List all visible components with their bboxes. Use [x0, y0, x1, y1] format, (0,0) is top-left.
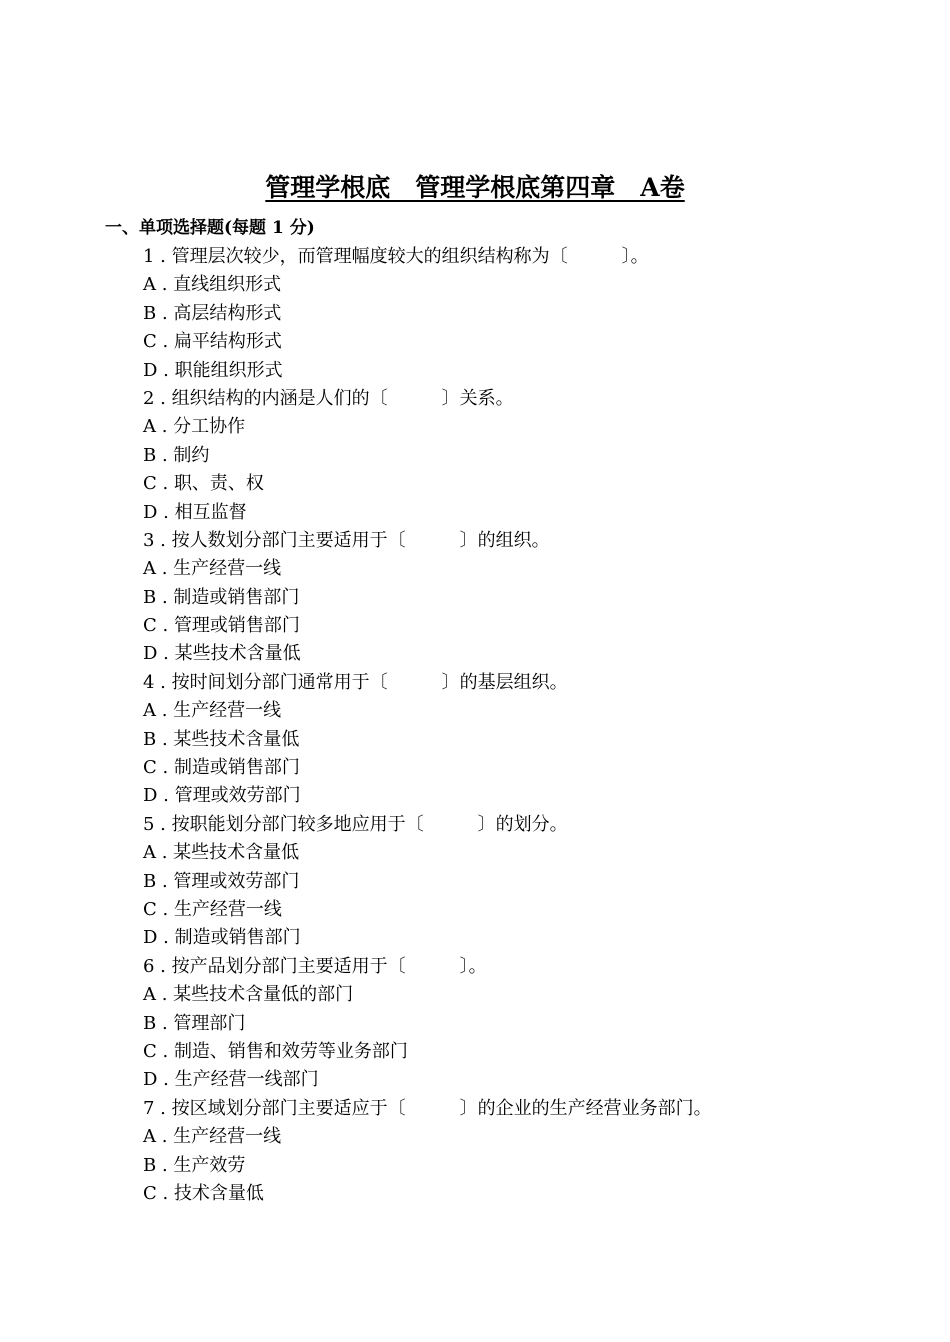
question-list	[143, 243, 712, 1208]
answer-option: A . 某些技术含量低的部门	[143, 984, 354, 1006]
answer-option: B . 制造或销售部门	[143, 586, 300, 608]
question-stem: 6 . 按产品划分部门主要适用于〔 〕。	[143, 955, 487, 977]
question-stem: 1 . 管理层次较少，而管理幅度较大的组织结构称为〔 〕。	[143, 246, 649, 267]
answer-option: A . 生产经营一线	[143, 1126, 282, 1148]
answer-option: D . 职能组织形式	[143, 359, 283, 381]
question-stem: 5 . 按职能划分部门较多地应用于〔 〕的划分。	[143, 813, 568, 835]
answer-option: B . 制约	[143, 444, 210, 466]
answer-option: B . 管理部门	[143, 1012, 246, 1034]
answer-option: B . 管理或效劳部门	[143, 870, 300, 892]
answer-option: D . 管理或效劳部门	[143, 785, 301, 807]
question-stem: 3 . 按人数划分部门主要适用于〔 〕的组织。	[143, 529, 550, 551]
answer-option: B . 高层结构形式	[143, 302, 282, 324]
question-stem: 4 . 按时间划分部门通常用于〔 〕的基层组织。	[143, 671, 568, 693]
answer-option: C . 扁平结构形式	[143, 331, 282, 353]
question-stem: 7 . 按区域划分部门主要适应于〔 〕的企业的生产经营业务部门。	[143, 1097, 712, 1119]
answer-option: D . 制造或销售部门	[143, 927, 301, 949]
document-title: 管理学根底 管理学根底第四章 A卷	[265, 173, 685, 202]
answer-option: A . 某些技术含量低	[143, 842, 300, 864]
answer-option: C . 制造、销售和效劳等业务部门	[143, 1040, 408, 1062]
answer-option: A . 生产经营一线	[143, 558, 282, 580]
question-stem: 2 . 组织结构的内涵是人们的〔 〕关系。	[143, 387, 514, 409]
section-heading: 一、单项选择题(每题 1 分)	[105, 218, 315, 238]
answer-option: D . 相互监督	[143, 501, 247, 523]
answer-option: D . 某些技术含量低	[143, 643, 301, 665]
answer-option: B . 生产效劳	[143, 1154, 246, 1176]
answer-option: C . 生产经营一线	[143, 898, 282, 920]
answer-option: A . 直线组织形式	[143, 274, 282, 296]
answer-option: C . 职、责、权	[143, 473, 264, 495]
answer-option: C . 技术含量低	[143, 1182, 264, 1204]
answer-option: C . 制造或销售部门	[143, 757, 300, 779]
answer-option: A . 分工协作	[143, 416, 246, 438]
answer-option: B . 某些技术含量低	[143, 728, 300, 750]
answer-option: A . 生产经营一线	[143, 700, 282, 722]
answer-option: C . 管理或销售部门	[143, 615, 300, 637]
answer-option: D . 生产经营一线部门	[143, 1069, 319, 1091]
